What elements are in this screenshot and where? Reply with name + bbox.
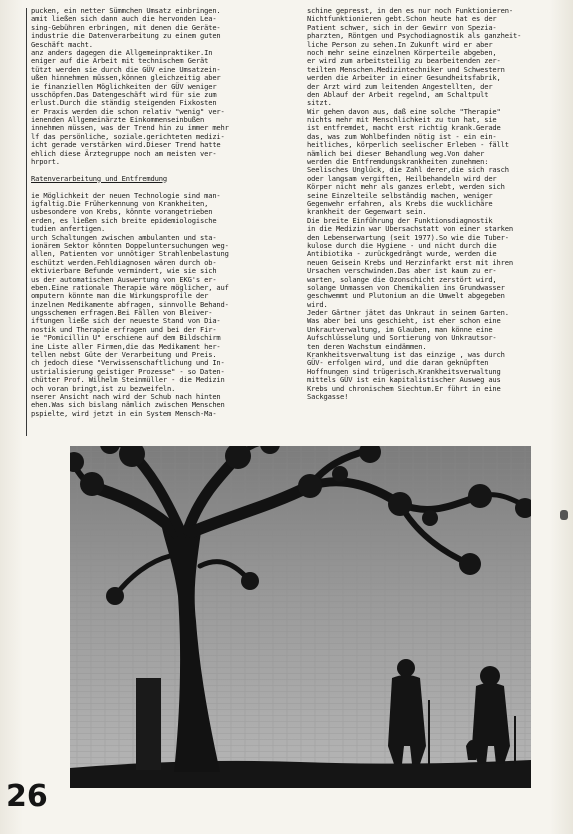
text-line: nichts mehr mit Menschlichkeit zu tun hat, sie	[307, 115, 497, 125]
right-text-column	[307, 7, 564, 435]
text-line: schine gepresst, in den es nur noch Funktionieren-	[307, 7, 514, 15]
text-line: sing-Gebühren erbringen, mit denen die Geräte-	[31, 22, 221, 32]
text-line: werden die Arbeiter in einer Gesundheitsfabrik,	[307, 73, 501, 83]
text-line: iftungen ließe sich der neueste Stand von Dia-	[31, 316, 221, 326]
margin-rule	[26, 8, 27, 436]
text-line: Jeder Gärtner jätet das Unkraut in seinem Garten.	[307, 308, 509, 318]
text-line: igfaltig.Die Früherkennung von Krankheiten,	[31, 198, 209, 208]
text-line: nostik und Therapie erfragen und bei der Fir-	[31, 324, 217, 334]
text-line: ten deren Wachstum eindämmen.	[307, 341, 427, 351]
text-line: ienenden Allgemeinärzte Einkommenseinbußen	[31, 115, 205, 125]
text-line: solange Unmassen von Chemikalien ins Grundwasser	[307, 282, 505, 292]
text-line: warten, solange die Ozonschicht zerstört wird,	[307, 274, 497, 284]
text-line: tützt werden sie durch die GÜV eine Umsatzein-	[31, 64, 221, 74]
text-line: hrport.	[31, 157, 60, 167]
text-line: geschwemmt und Plutonium an die Umwelt abgegeben	[307, 291, 505, 301]
text-line: Krebs und chronischem Siechtum.Er führt in eine	[307, 383, 501, 393]
text-line: Geschäft macht.	[31, 39, 93, 49]
text-line: inzelnen Medikamente abfragen, sinnvolle Behand-	[31, 299, 229, 309]
text-line: Nichtfunktionieren gebt.Schon heute hat es der	[307, 14, 497, 24]
text-line: Hoffnungen sind trügerisch.Krankheitsverwaltung	[307, 366, 501, 376]
text-line: den Ablauf der Arbeit regelnd, am Schaltpult	[307, 89, 489, 99]
text-line: ektivierbare Befunde vermindert, wie sie sich	[31, 266, 217, 276]
text-line: usbesondere von Krebs, könnte vorangetrieben	[31, 207, 213, 217]
text-line: Gegenwehr erfahren, als Krebs die wucklichäre	[307, 198, 493, 208]
text-line: Unkrautverwaltung, im Glauben, man könne eine	[307, 324, 493, 334]
text-line: wird.	[307, 299, 328, 309]
doorway	[136, 678, 161, 770]
text-line: eben.Eine rationale Therapie wäre möglicher, auf	[31, 282, 229, 292]
text-line: Patient schwer, sich in der Gewirr von Spezia-	[307, 22, 497, 32]
text-line: neuen Geisein Krebs und Herzinfarkt erst mit ihren	[307, 257, 514, 267]
text-line: ist entfremdet, macht erst richtig krank.Gerade	[307, 123, 501, 133]
photo-tree-silhouette	[70, 446, 531, 788]
text-line: ionärem Sektor könnten Doppeluntersuchungen weg-	[31, 240, 229, 250]
text-line: Krankheitsverwaltung ist das einzige , was durch	[307, 350, 505, 360]
text-line: lf das persönliche, soziale.gerichteten medizi-	[31, 131, 225, 141]
text-line: tudien anfertigen.	[31, 224, 106, 234]
text-line: ustrialisierung geistiger Prozesse" - so Daten-	[31, 366, 225, 376]
text-line: nämlich bei dieser Behandlung weg.Von daher	[307, 148, 485, 158]
text-line: der Arzt wird zum leitenden Angestellten, der	[307, 81, 493, 91]
text-line: ehen.Was sich bislang nämlich zwischen Menschen	[31, 400, 225, 410]
text-line: Antibiotika - zurückgedrängt wurde, werden die	[307, 249, 497, 259]
text-line: teilten Menschen.Medizintechniker und Schwestern	[307, 64, 505, 74]
text-line: innehmen müssen, was der Trend hin zu immer mehr	[31, 123, 229, 133]
text-line: omputern könnte man die Wirkungsprofile der	[31, 291, 209, 301]
text-line: das, was zum Wohlbefinden nötig ist - ein ein-	[307, 131, 497, 141]
text-line: Wir gehen davon aus, daß eine solche "Therapie"	[307, 106, 501, 116]
text-line: erlust.Durch die ständig steigenden Fixkosten	[31, 98, 217, 108]
text-line: krankheit der Gegenwart sein.	[307, 207, 427, 217]
text-line: er wird zum arbeitsteilig zu bearbeitenden zer-	[307, 56, 501, 66]
left-text-column	[31, 7, 283, 437]
text-line: erden, es ließen sich breite epidemiologische	[31, 215, 217, 225]
page-number: 26	[6, 779, 48, 814]
text-line: amit ließen sich dann auch die hervonden Lea-	[31, 14, 217, 24]
text-line: ußen hinnehmen müssen,können gleichzeitig aber	[31, 73, 221, 83]
text-line: eschützt werden.Fehldiagnosen wären durch ob-	[31, 257, 217, 267]
text-line: Was aber bei uns geschieht, ist eher schon eine	[307, 316, 501, 326]
text-line: heitliches, körperlich seelischer Erleben - fällt	[307, 140, 509, 150]
text-line: nserer Ansicht nach wird der Schub nach hinten	[31, 391, 221, 401]
text-line: pharzten, Röntgen und Psychodiagnostik als ganzheit-	[307, 31, 522, 41]
text-line: industrie die Datenverarbeitung zu einem guten	[31, 31, 221, 41]
text-line: seine Einzelteile selbständig machen, weniger	[307, 190, 493, 200]
text-line: anz anders dagegen die Allgemeinpraktiker.In	[31, 47, 213, 57]
text-line: ungsschemen erfragen.Bei Fällen von Bleiver-	[31, 308, 213, 318]
text-line: och voran bringt,ist zu bezweifeln.	[31, 383, 176, 393]
text-line: pspielte, wird jetzt in ein System Mensch-Ma-	[31, 408, 217, 418]
text-line: liche Person zu sehen.In Zukunft wird er aber	[307, 39, 493, 49]
text-line: oder langsam vergiften, Heilbehandeln wird der	[307, 173, 497, 183]
text-line: in die Medizin war Ubersachstatt von einer starken	[307, 224, 514, 234]
text-line: allen, Patienten vor unnötiger Strahlenbelastung	[31, 249, 229, 259]
text-line: Die breite Einführung der Funktionsdiagnostik	[307, 215, 493, 225]
text-line: werden die Entfremdungskrankheiten zunehmen:	[307, 157, 489, 167]
text-line: noch mehr seine einzelnen Körperteile abgeben,	[307, 47, 497, 57]
text-line: er Praxis werden die schon relativ "wenig" ver-	[31, 106, 225, 116]
text-line: usschöpfen.Das Datengeschäft wird für sie zum	[31, 89, 217, 99]
text-line: icht gerade verstärken wird.Dieser Trend hatte	[31, 140, 221, 150]
text-line: sitzt.	[307, 98, 332, 108]
text-line: pucken, ein netter Sümmchen Umsatz einbringen.	[31, 7, 221, 15]
text-line: ine Liste aller Firmen,die das Medikament her-	[31, 341, 221, 351]
text-line: ie finanziellen Möglichkeiten der GÜV weniger	[31, 81, 217, 91]
text-line: Sackgasse!	[307, 391, 349, 401]
text-line: ie "Pomicillin U" erschiene auf dem Bildschirm	[31, 333, 221, 343]
text-line: kulose durch die Hygiene - und nicht durch die	[307, 240, 497, 250]
text-line: den Lebenserwartung (seit 1977).So wie die Tuber-	[307, 232, 509, 242]
text-line: ehlich diese Ärztegruppe noch am meisten ver-	[31, 148, 217, 158]
photo-illustration	[70, 446, 531, 788]
text-line: chütter Prof. Wilhelm Steinmüller - die Medizin	[31, 375, 225, 385]
text-line: eniger auf die Arbeit mit technischem Gerät	[31, 56, 209, 66]
text-line: Ursachen verschwinden.Das aber ist kaum zu er-	[307, 266, 497, 276]
text-line: urch Schaltungen zwischen ambulanten und sta-	[31, 232, 217, 242]
text-line: Seelisches Unglück, die Zahl derer,die sich rasch	[307, 165, 509, 175]
text-line: GÜV- erfolgen wird, und die daran geknüpften	[307, 358, 489, 368]
text-line: ch jedoch diese "Verwissenschaftlichung und In-	[31, 358, 225, 368]
binding-hole-mark	[560, 510, 568, 520]
text-line: ie Möglichkeit der neuen Technologie sind man-	[31, 190, 221, 200]
text-line: us der automatischen Auswertung von EKG's er-	[31, 274, 217, 284]
text-line: mittels GÜV ist ein kapitalistischer Ausweg aus	[307, 375, 501, 385]
text-line: Aufschlüsselung und Sortierung von Unkrautsor-	[307, 333, 497, 343]
text-line: Körper nicht mehr als ganzes erlebt, werden sich	[307, 182, 505, 192]
text-line: tellen nebst Güte der Verarbeitung und Preis.	[31, 350, 217, 360]
text-line: Ratenverarbeitung und Entfremdung	[31, 173, 167, 183]
